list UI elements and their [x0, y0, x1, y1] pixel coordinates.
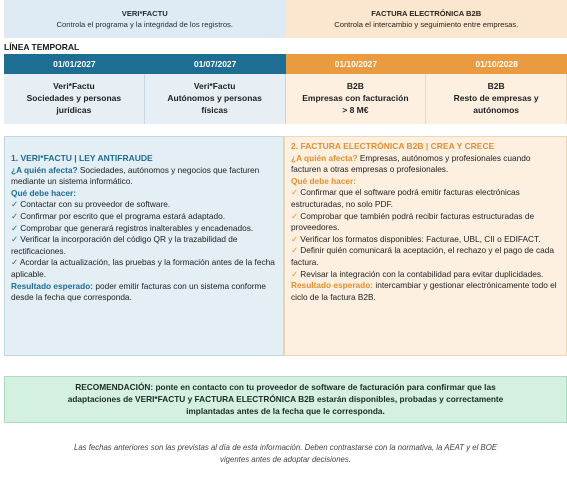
- verifactu-result-label: Resultado esperado:: [11, 280, 94, 291]
- scope-2-line3: físicas: [201, 105, 228, 115]
- verifactu-affects-text: Sociedades, autónomos y negocios que facturen mediante un sistema informático.: [11, 164, 260, 187]
- verifactu-result: [11, 281, 277, 304]
- header-verifactu: [4, 0, 286, 38]
- timeline-dates: [4, 54, 567, 74]
- check-icon: ✓: [291, 268, 301, 279]
- b2b-item-text: Comprobar que también podrá recibir facturas estructuradas de proveedores.: [291, 210, 535, 233]
- verifactu-item: [11, 234, 277, 257]
- recommendation-box: [4, 376, 567, 423]
- verifactu-panel-title: 1. VERI*FACTU | LEY ANTIFRAUDE: [11, 153, 153, 163]
- header-verifactu-subtitle: Controla el programa y la integridad de los registros.: [56, 20, 233, 29]
- b2b-result-text: intercambiar y gestionar electrónicamente todo el ciclo de la factura B2B.: [291, 280, 557, 302]
- b2b-item: [291, 234, 560, 246]
- verifactu-todo-label: Qué debe hacer:: [11, 187, 77, 198]
- recommendation-line-1: RECOMENDACIÓN: ponte en contacto con tu proveedor de software de facturación para confirmar que las: [75, 382, 496, 392]
- b2b-panel: [284, 136, 567, 356]
- scope-4-line2: Resto de empresas y: [453, 93, 539, 103]
- check-icon: ✓: [291, 210, 301, 221]
- footer-line-1: Las fechas anteriores son las previstas al día de esta información. Deben contrastarse con la normativa, la AEAT y el BOE: [74, 443, 497, 452]
- b2b-todo-label: Qué debe hacer:: [291, 175, 357, 186]
- check-icon: ✓: [11, 199, 21, 210]
- b2b-item-text: Verificar los formatos disponibles: Facturae, UBL, CII o EDIFACT.: [300, 233, 541, 244]
- b2b-affects-text: Empresas, autónomos y profesionales cuando facturen a otras empresas o profesionales.: [291, 152, 531, 175]
- timeline-scope-3: [286, 74, 427, 124]
- timeline-scope: [4, 74, 567, 124]
- b2b-result: [291, 280, 560, 303]
- verifactu-item-text: Confirmar por escrito que el programa estará adaptado.: [20, 210, 226, 221]
- timeline-scope-1: [4, 74, 145, 124]
- b2b-item-text: Definir quién comunicará la aceptación, el rechazo y el pago de cada factura.: [291, 245, 554, 267]
- header-b2b-title: FACTURA ELECTRÓNICA B2B: [371, 9, 482, 18]
- header-banner: [4, 0, 567, 38]
- verifactu-item: [11, 199, 277, 211]
- footer-line-2: vigentes antes de adoptar decisiones.: [220, 455, 351, 464]
- timeline-date-4: 01/10/2028: [426, 54, 567, 74]
- verifactu-item: [11, 223, 277, 235]
- timeline-scope-4: [426, 74, 567, 124]
- b2b-item-text: Revisar la integración con la contabilidad para evitar duplicidades.: [300, 268, 544, 279]
- check-icon: ✓: [11, 257, 20, 268]
- header-b2b-subtitle: Controla el intercambio y seguimiento entre empresas.: [334, 20, 519, 29]
- timeline-date-1: 01/01/2027: [4, 54, 145, 74]
- verifactu-affects-label: ¿A quién afecta?: [11, 164, 78, 175]
- verifactu-item-text: Verificar la incorporación del código QR y la trazabilidad de rectificaciones.: [11, 234, 238, 256]
- timeline-scope-2: [145, 74, 286, 124]
- b2b-affects: [291, 153, 560, 176]
- timeline-date-2: 01/07/2027: [145, 54, 286, 74]
- scope-4-line1: B2B: [487, 81, 505, 91]
- verifactu-item: [11, 257, 277, 280]
- scope-3-line1: B2B: [346, 81, 364, 91]
- check-icon: ✓: [291, 233, 301, 244]
- verifactu-item-text: Comprobar que generará registros inalterables y encadenados.: [20, 222, 254, 233]
- scope-2-line1: Veri*Factu: [193, 81, 236, 91]
- b2b-panel-title: 2. FACTURA ELECTRÓNICA B2B | CREA Y CRECE: [291, 141, 495, 151]
- check-icon: ✓: [11, 222, 21, 233]
- header-b2b: [286, 0, 567, 38]
- check-icon: ✓: [291, 245, 301, 256]
- scope-1-line2: Sociedades y personas: [26, 93, 122, 103]
- scope-4-line3: autónomos: [473, 105, 520, 115]
- b2b-item-text: Confirmar que el software podrá emitir facturas electrónicas estructuradas, no solo PDF.: [291, 187, 520, 209]
- verifactu-item-text: Contactar con su proveedor de software.: [20, 199, 171, 210]
- check-icon: ✓: [11, 234, 21, 245]
- verifactu-affects: [11, 165, 277, 188]
- scope-2-line2: Autónomos y personas: [167, 93, 262, 103]
- scope-1-line3: jurídicas: [56, 105, 92, 115]
- verifactu-panel: [4, 136, 284, 356]
- scope-3-line2: Empresas con facturación: [302, 93, 409, 103]
- verifactu-result-text: poder emitir facturas con un sistema conforme desde la fecha que corresponda.: [11, 280, 267, 303]
- scope-1-line1: Veri*Factu: [53, 81, 95, 91]
- recommendation-line-3: implantadas antes de la fecha que le corresponda.: [186, 406, 385, 416]
- verifactu-item: [11, 211, 277, 223]
- b2b-affects-label: ¿A quién afecta?: [291, 152, 358, 163]
- check-icon: ✓: [291, 187, 301, 198]
- b2b-item: [291, 187, 560, 210]
- timeline-label: LÍNEA TEMPORAL: [4, 42, 80, 52]
- b2b-item: [291, 245, 560, 268]
- footer-note: [4, 442, 567, 466]
- b2b-item: [291, 269, 560, 281]
- b2b-result-label: Resultado esperado:: [291, 280, 374, 291]
- b2b-item: [291, 211, 560, 234]
- header-verifactu-title: VERI*FACTU: [121, 9, 168, 18]
- verifactu-item-text: Acordar la actualización, las pruebas y la formación antes de la fecha aplicable.: [11, 257, 275, 279]
- timeline-date-3: 01/10/2027: [286, 54, 427, 74]
- recommendation-line-2: adaptaciones de VERI*FACTU y FACTURA ELECTRÓNICA B2B estarán disponibles, probadas y correctamente: [67, 394, 504, 404]
- check-icon: ✓: [11, 210, 21, 221]
- scope-3-line3: > 8 M€: [342, 105, 369, 115]
